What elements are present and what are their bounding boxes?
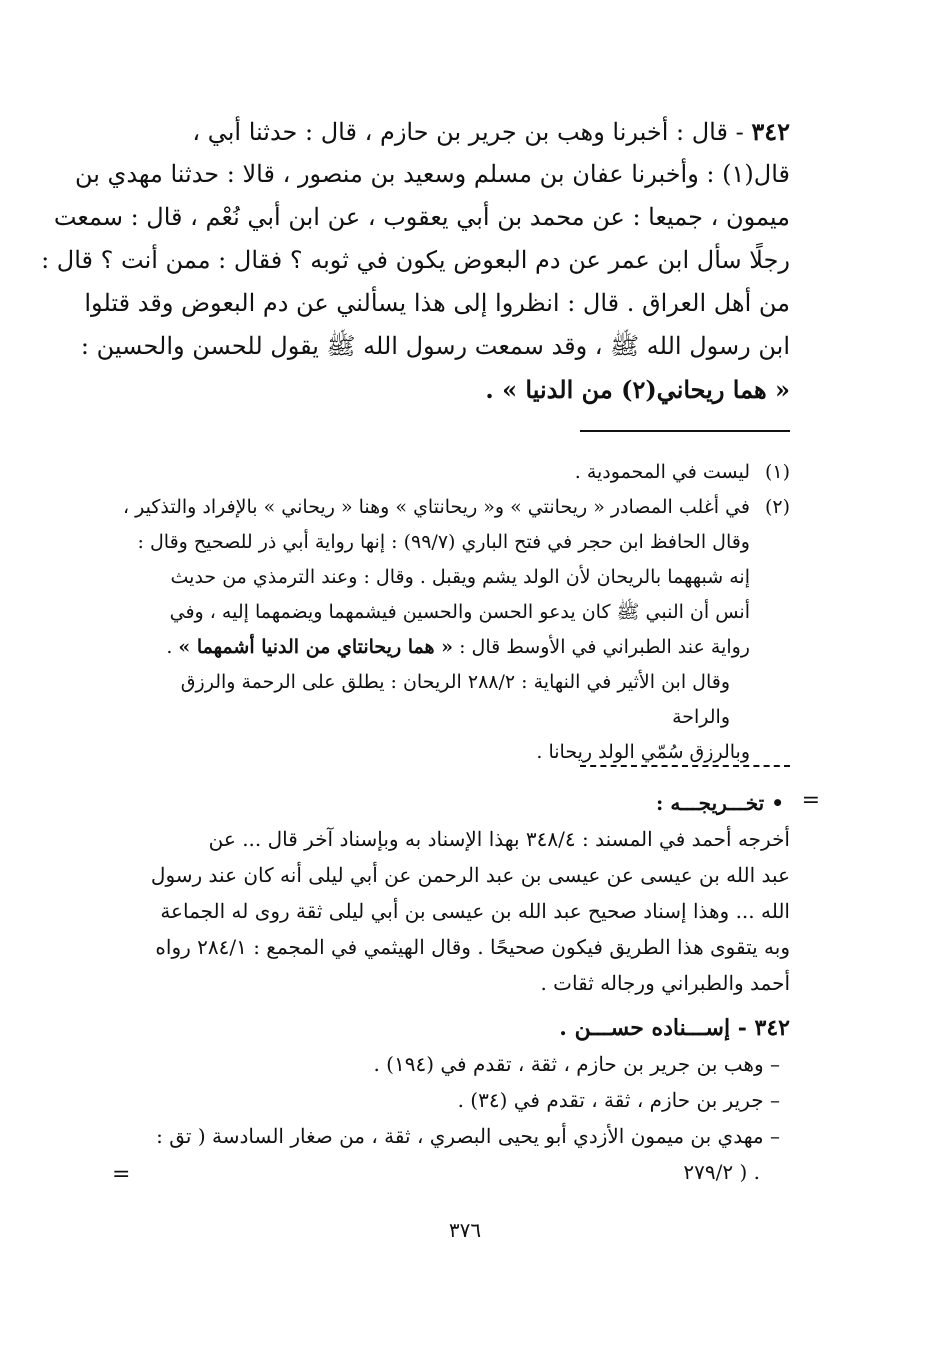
footnotes xyxy=(120,455,790,770)
page-number: ٣٧٦ xyxy=(448,1218,482,1242)
footnote-text: ليست في المحمودية . xyxy=(574,461,750,483)
continuation-mark: = xyxy=(112,1162,131,1187)
footnote-line: وقال ابن الأثير في النهاية : ٢٨٨/٢ الريحان : يطلق على الرحمة والرزق والراحة xyxy=(180,671,730,728)
takhrij-line: الله ... وهذا إسناد صحيح عبد الله بن عيسى بن أبي ليلى ثقة روى له الجماعة xyxy=(160,899,790,923)
hadith-number: ٣٤٢ xyxy=(751,117,790,146)
narrator-item-cont: . ( ٢٧٩/٢ xyxy=(683,1160,760,1184)
footnote-divider xyxy=(580,430,790,432)
text-line: من أهل العراق . قال : انظروا إلى هذا يسألني عن دم البعوض وقد قتلوا xyxy=(84,289,790,317)
main-text xyxy=(41,110,790,411)
text-line: - قال : أخبرنا وهب بن جرير بن حازم ، قال : حدثنا أبي ، xyxy=(192,118,752,146)
continuation-mark: = xyxy=(801,788,820,813)
takhrij-section xyxy=(120,785,790,1001)
footnote-line: وقال الحافظ ابن حجر في فتح الباري (٩٩/٧) : إنها رواية أبي ذر للصحيح وقال : xyxy=(137,531,750,553)
isnad-section xyxy=(120,1010,790,1190)
narrator-item: – وهب بن جرير بن حازم ، ثقة ، تقدم في (١٩٤) . xyxy=(373,1052,780,1076)
takhrij-line: عبد الله بن عيسى عن عيسى بن عبد الرحمن عن أبي ليلى أنه كان عند رسول xyxy=(150,863,790,887)
footnote-line: وبالرزق سُمّي الولد ريحانا . xyxy=(536,741,750,763)
narrator-item: – جرير بن حازم ، ثقة ، تقدم في (٣٤) . xyxy=(457,1088,780,1112)
section-heading: • تخـــريجـــه : xyxy=(656,791,784,815)
footnote-number: (١) xyxy=(764,461,790,483)
footnote-text: رواية عند الطبراني في الأوسط قال : xyxy=(453,636,750,658)
text-line: قال(١) : وأخبرنا عفان بن مسلم وسعيد بن منصور ، قالا : حدثنا مهدي بن xyxy=(74,160,790,188)
footnote-number: (٢) xyxy=(764,496,790,518)
narrator-item: – مهدي بن ميمون الأزدي أبو يحيى البصري ، ثقة ، من صغار السادسة ( تق : xyxy=(156,1124,780,1148)
takhrij-heading xyxy=(120,785,790,821)
takhrij-line: وبه يتقوى هذا الطريق فيكون صحيحًا . وقال الهيثمي في المجمع : ٢٨٤/١ رواه xyxy=(155,935,790,959)
hadith-matn: « هما ريحاني(٢) من الدنيا » . xyxy=(485,375,790,404)
footnote-text: في أغلب المصادر « ريحانتي » و« ريحانتاي » وهنا « ريحاني » بالإفراد والتذكير ، xyxy=(122,496,750,518)
takhrij-divider xyxy=(580,765,790,767)
footnote-line xyxy=(120,630,790,665)
hadith-first-line xyxy=(120,110,790,153)
footnote-line: إنه شبههما بالريحان لأن الولد يشم ويقبل . وقال : وعند الترمذي من حديث xyxy=(170,566,750,588)
footnote-1 xyxy=(120,455,790,490)
takhrij-line: أحمد والطبراني ورجاله ثقات . xyxy=(540,971,790,995)
text-line: ميمون ، جميعا : عن محمد بن أبي يعقوب ، عن ابن أبي نُعْم ، قال : سمعت xyxy=(53,203,790,231)
takhrij-line: أخرجه أحمد في المسند : ٣٤٨/٤ بهذا الإسناد به وبإسناد آخر قال ... عن xyxy=(208,827,790,851)
footnote-line: أنس أن النبي ﷺ كان يدعو الحسن والحسين فيشمهما ويضمهما إليه ، وفي xyxy=(169,601,750,623)
footnote-2 xyxy=(120,490,790,525)
footnote-text: . xyxy=(166,636,179,658)
isnad-heading: ٣٤٢ - إســـناده حســـن . xyxy=(559,1015,790,1041)
text-line: رجلًا سأل ابن عمر عن دم البعوض يكون في ثوبه ؟ فقال : ممن أنت ؟ قال : xyxy=(41,246,790,274)
quoted-hadith: « هما ريحانتاي من الدنيا أشمهما » xyxy=(178,636,454,658)
text-line: ابن رسول الله ﷺ ، وقد سمعت رسول الله ﷺ يقول للحسن والحسين : xyxy=(80,332,790,360)
